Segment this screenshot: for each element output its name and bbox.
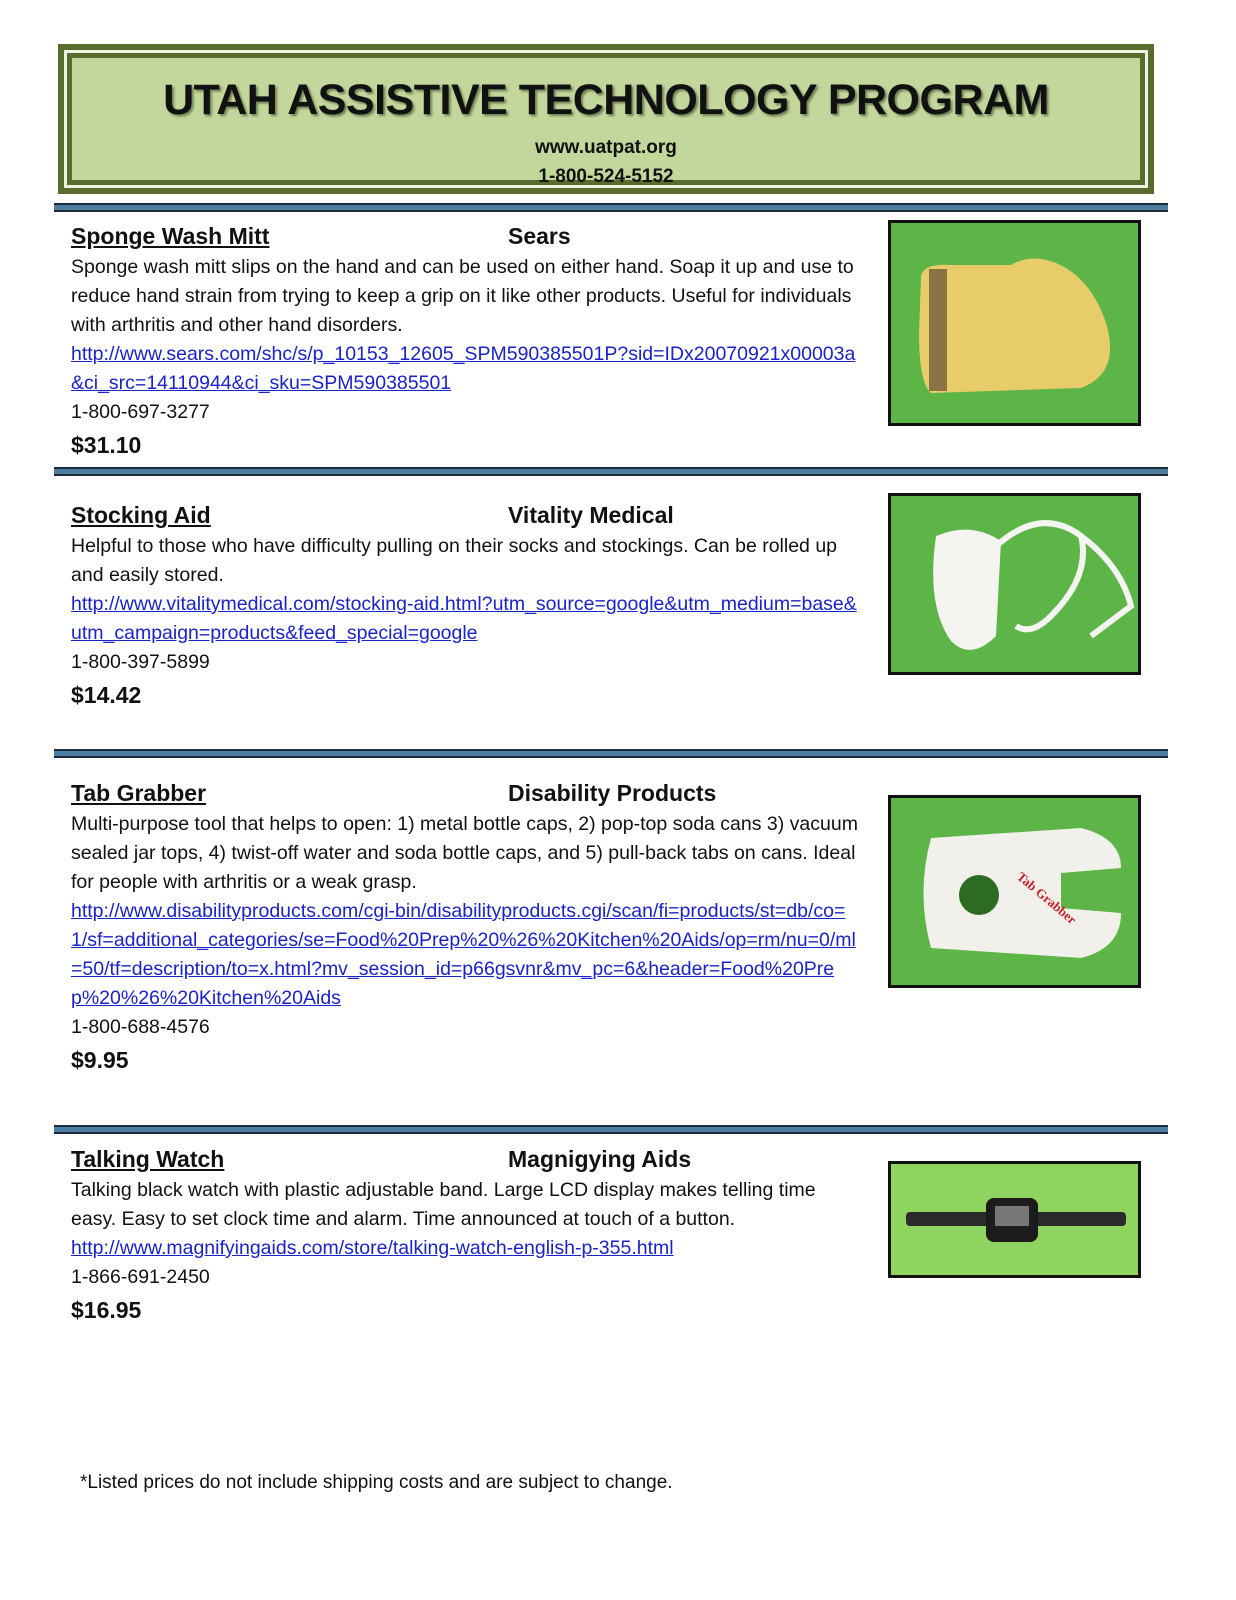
- product-phone: 1-800-688-4576: [71, 1016, 210, 1038]
- footer-note: *Listed prices do not include shipping costs and are subject to change.: [80, 1472, 673, 1493]
- product-price: $9.95: [71, 1047, 129, 1073]
- divider: [54, 203, 1168, 212]
- product-sponge-wash-mitt: [71, 222, 861, 460]
- product-name: Sponge Wash Mitt: [71, 223, 270, 249]
- header-website: www.uatpat.org: [535, 137, 677, 158]
- product-description: Multi-purpose tool that helps to open: 1) metal bottle caps, 2) pop-top soda cans 3) vacuum sealed jar tops, 4) twist-off water and soda bottle caps, and 5) pull-back tabs on cans. Ideal for people with arthritis or a weak grasp.: [71, 813, 858, 893]
- product-link[interactable]: http://www.sears.com/shc/s/p_10153_12605_SPM590385501P?sid=IDx20070921x00003a&ci_src=14110944&ci_sku=SPM590385501: [71, 343, 856, 394]
- product-name: Tab Grabber: [71, 780, 207, 806]
- product-description: Helpful to those who have difficulty pulling on their socks and stockings. Can be rolled up and easily stored.: [71, 535, 838, 586]
- product-link[interactable]: http://www.vitalitymedical.com/stocking-aid.html?utm_source=google&utm_medium=base&utm_campaign=products&feed_special=google: [71, 593, 857, 644]
- header-phone: 1-800-524-5152: [538, 166, 674, 187]
- product-stocking-aid: [71, 501, 861, 710]
- product-link[interactable]: http://www.magnifyingaids.com/store/talking-watch-english-p-355.html: [71, 1237, 674, 1259]
- svg-text:Tab Grabber: Tab Grabber: [1014, 868, 1080, 928]
- talking-watch-image: [888, 1161, 1141, 1278]
- divider: [54, 467, 1168, 476]
- product-description: Sponge wash mitt slips on the hand and can be used on either hand. Soap it up and use to reduce hand strain from trying to keep a grip on it like other products. Useful for individuals with arthritis and other hand disorders.: [71, 256, 854, 336]
- product-name: Stocking Aid: [71, 502, 211, 528]
- product-price: $31.10: [71, 432, 142, 458]
- product-link[interactable]: http://www.disabilityproducts.com/cgi-bin/disabilityproducts.cgi/scan/fi=products/st=db/co=1/sf=additional_categories/se=Food%20Prep%20%26%20Kitchen%20Aids/op=rm/nu=0/ml=50/tf=description/to=x.html?mv_session_id=p66gsvnr&mv_pc=6&header=Food%20Prep%20%26%20Kitchen%20Aids: [71, 900, 856, 1009]
- product-price: $16.95: [71, 1297, 142, 1323]
- divider: [54, 749, 1168, 758]
- divider: [54, 1125, 1168, 1134]
- product-vendor: Sears: [508, 223, 571, 249]
- product-phone: 1-800-697-3277: [71, 401, 210, 423]
- product-price: $14.42: [71, 682, 142, 708]
- product-vendor: Disability Products: [508, 780, 717, 806]
- sponge-mitt-image: [888, 220, 1141, 426]
- page-title: UTAH ASSISTIVE TECHNOLOGY PROGRAM: [163, 76, 1049, 124]
- product-talking-watch: [71, 1145, 861, 1325]
- product-description: Talking black watch with plastic adjustable band. Large LCD display makes telling time easy. Easy to set clock time and alarm. Time announced at touch of a button.: [71, 1179, 816, 1230]
- stocking-aid-image: [888, 493, 1141, 675]
- product-phone: 1-800-397-5899: [71, 651, 210, 673]
- product-name: Talking Watch: [71, 1146, 225, 1172]
- product-tab-grabber: [71, 779, 861, 1075]
- tab-grabber-image: [888, 795, 1141, 988]
- product-vendor: Vitality Medical: [508, 502, 674, 528]
- product-phone: 1-866-691-2450: [71, 1266, 210, 1288]
- header-banner: [58, 44, 1154, 194]
- product-vendor: Magnigying Aids: [508, 1146, 692, 1172]
